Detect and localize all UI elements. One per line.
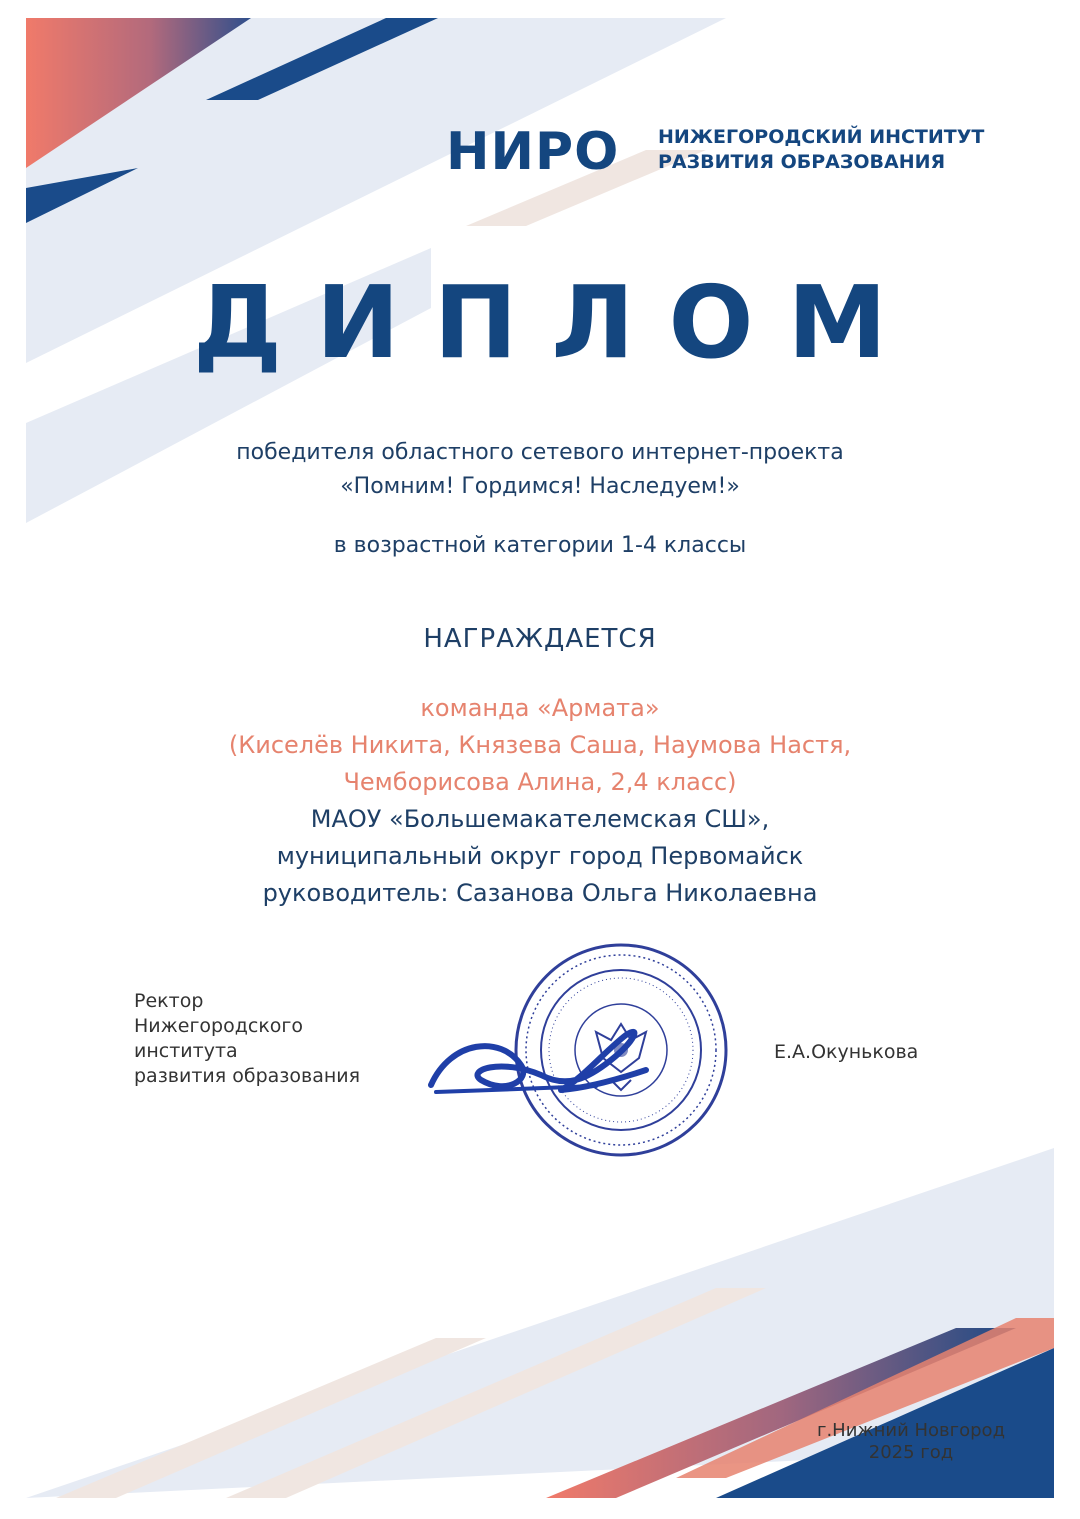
logo-text [658, 125, 984, 175]
subtitle-line-2: «Помним! Гордимся! Наследуем!» [340, 474, 740, 499]
logo-niro: НИРО [446, 122, 620, 182]
footer-place-date [786, 1420, 1036, 1464]
logo-line-2: РАЗВИТИЯ ОБРАЗОВАНИЯ [658, 151, 946, 173]
subtitle [26, 436, 1054, 504]
team-line-3: Чемборисова Алина, 2,4 класс) [343, 768, 737, 796]
footer-year: 2025 год [868, 1442, 954, 1463]
team-info [26, 690, 1054, 801]
footer-city: г.Нижний Новгород [816, 1420, 1006, 1441]
subtitle-line-1: победителя областного сетевого интернет-проекта [236, 440, 844, 465]
rector-line-1: Ректор [134, 990, 204, 1012]
seal-and-signature [411, 940, 741, 1170]
logo-line-1: НИЖЕГОРОДСКИЙ ИНСТИТУТ [658, 126, 985, 148]
diploma-title: ДИПЛОМ [192, 264, 922, 381]
rector-line-3: института [134, 1040, 238, 1062]
team-line-1: команда «Армата» [420, 694, 660, 722]
school-info [26, 801, 1054, 912]
awarded-heading: НАГРАЖДАЕТСЯ [423, 624, 657, 654]
school-line-1: МАОУ «Большемакателемская СШ», [310, 805, 770, 833]
team-line-2: (Киселёв Никита, Князева Саша, Наумова Настя, [228, 731, 852, 759]
rector-title [134, 989, 360, 1089]
age-category: в возрастной категории 1-4 классы [333, 533, 747, 558]
rector-line-4: развития образования [134, 1065, 361, 1087]
signer-name: Е.А.Окунькова [774, 1041, 919, 1063]
school-line-2: муниципальный округ город Первомайск [276, 842, 804, 870]
diploma-sheet [26, 18, 1054, 1498]
rector-line-2: Нижегородского [134, 1015, 304, 1037]
school-line-3: руководитель: Сазанова Ольга Николаевна [262, 879, 818, 907]
